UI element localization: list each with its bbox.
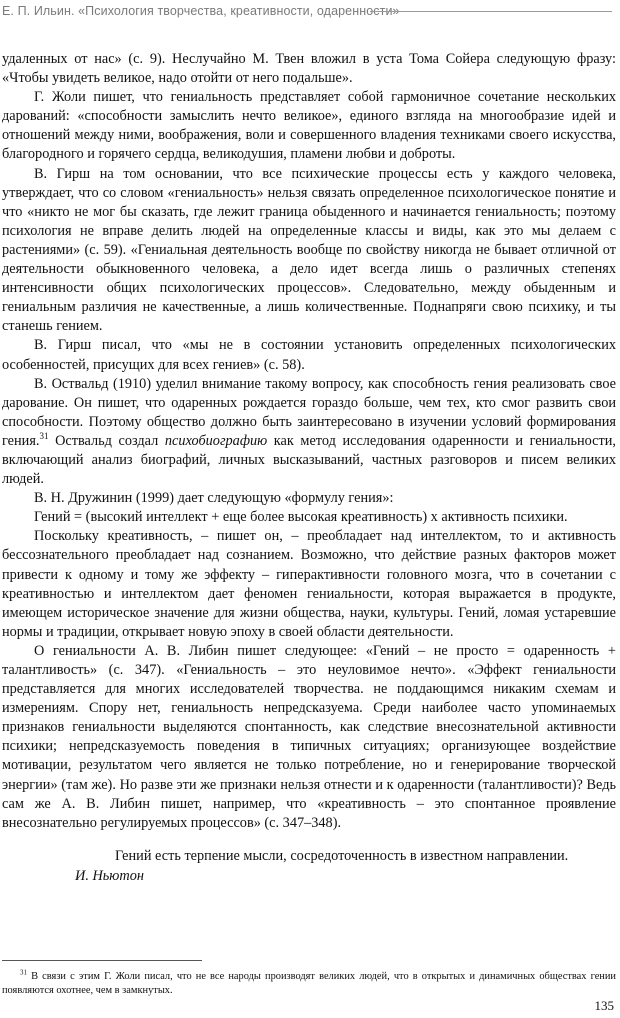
paragraph-2: Г. Жоли пишет, что гениальность представляет собой гармоничное сочетание нескольких дарований: «способности замыслить нечто великое», единого взгляда на многообразие идей и отношений между ними, воображения, воли и совершенного владения техниками своего искусства, благородного и горячего сердца, великодушия, пламени любви и доброты. [2,89,616,163]
main-text [2,50,616,833]
paragraph-5-part-a: В. Оствальд (1910) уделил внимание такому вопросу, как способность гения реализовать свое дарование. Он пишет, что одаренных рождается гораздо больше, чем тех, кто смог развить свои способности. Поэтому общество должно быть заинтересовано в изучении условий формирования гения. [2,375,616,449]
paragraph-6: В. Н. Дружинин (1999) дает следующую «формулу гения»: [34,490,394,507]
footnote [2,970,616,998]
running-title: Е. П. Ильин. «Психология творчества, креативности, одаренности» [2,4,400,18]
paragraph-4: В. Гирш писал, что «мы не в состоянии установить определенных психологических особенностей, присущих для всех гениев» (с. 58). [2,337,616,373]
footnote-marker: 31 [20,968,27,977]
running-header [0,0,620,22]
paragraph-5 [2,375,616,490]
paragraph-8: Поскольку креативность, – пишет он, – преобладает над интеллектом, то и активность бессознательного преобладает над сознанием. Возможно, что действие разных факторов может привести к одному и тому же эффекту – гиперактивности головного мозга, что в сочетании с креативностью и интеллектом дает феномен гениальности, которая выражается в продукте, имеющем историческое значение для жизни общества, науки, культуры. Гений, ломая устаревшие нормы и традиции, открывает новую эпоху в своей области деятельности. [2,528,616,640]
paragraph-3: В. Гирш на том основании, что все психические процессы есть у каждого человека, утверждает, что со словом «гениальность» нельзя связать определенное психологическое понятие и что «никто не мог бы сказать, где лежит граница обыденного и начинается гениальность; поэтому психология не вправе делить людей на определенные классы и виды, как это мы делаем с растениями» (с. 59). «Гениальная деятельность вообще по свойству никогда не бывает отличной от деятельности обыкновенного человека, а дело идет всегда лишь о различных степенях интенсивности общих психологических процессов». Следовательно, между обыденным и гениальным различия не качественные, а лишь количественные. Поднапряги свою психику, и ты станешь гением. [2,165,616,335]
footnote-text-block [2,970,616,998]
epigraph [75,847,588,886]
paragraph-5-part-b: Оствальд создал [48,432,165,449]
epigraph-quote: Гений есть терпение мысли, сосредоточенность в известном направлении. [115,848,569,864]
paragraph-5-part-c: как метод исследования одаренности и гениальности, включающий анализ биографий, личных высказываний, частных разговоров и писем великих людей. [2,432,616,488]
paragraph-1: удаленных от нас» (с. 9). Неслучайно М. Твен вложил в уста Тома Сойера следующую фразу: «Чтобы увидеть великое, надо отойти от него подальше». [2,51,616,87]
header-rule [370,11,612,12]
genius-formula: Гений = (высокий интеллект + еще более высокая креативность) х активность психики. [34,509,568,526]
footnote-rule [2,960,202,961]
footnote-reference: 31 [39,431,49,442]
page-number: 135 [594,998,614,1013]
psychobiography-term: психобиографию [164,432,268,449]
footnote-text: В связи с этим Г. Жоли писал, что не все народы производят великих людей, что в открытых и динамичных обществах гении появляются охотнее, чем в замкнутых. [2,971,616,996]
paragraph-9: О гениальности А. В. Либин пишет следующее: «Гений – не просто = одаренность + талантливость» (с. 347). «Гениальность – это неуловимое нечто». «Эффект гениальности представляется для многих исследователей творчества. не поддающимся никаким схемам и измерениям. Спору нет, гениальность непредсказуема. Среди наиболее часто упоминаемых признаков гениальности выделяются спонтанность, как следствие внесознательной активности психики; непредсказуемость поведения в типичных ситуациях; организующее воздействие мотивации, результатом чего является не только потребление, но и генерирование творческой энергии» (там же). Но разве эти же признаки нельзя отнести и к одаренности (талантливости)? Ведь сам же А. В. Либин пишет, например, что «креативность – это спонтанное проявление внесознательно регулируемых процессов» (с. 347–348). [2,642,616,831]
epigraph-author: И. Ньютон [75,867,144,884]
